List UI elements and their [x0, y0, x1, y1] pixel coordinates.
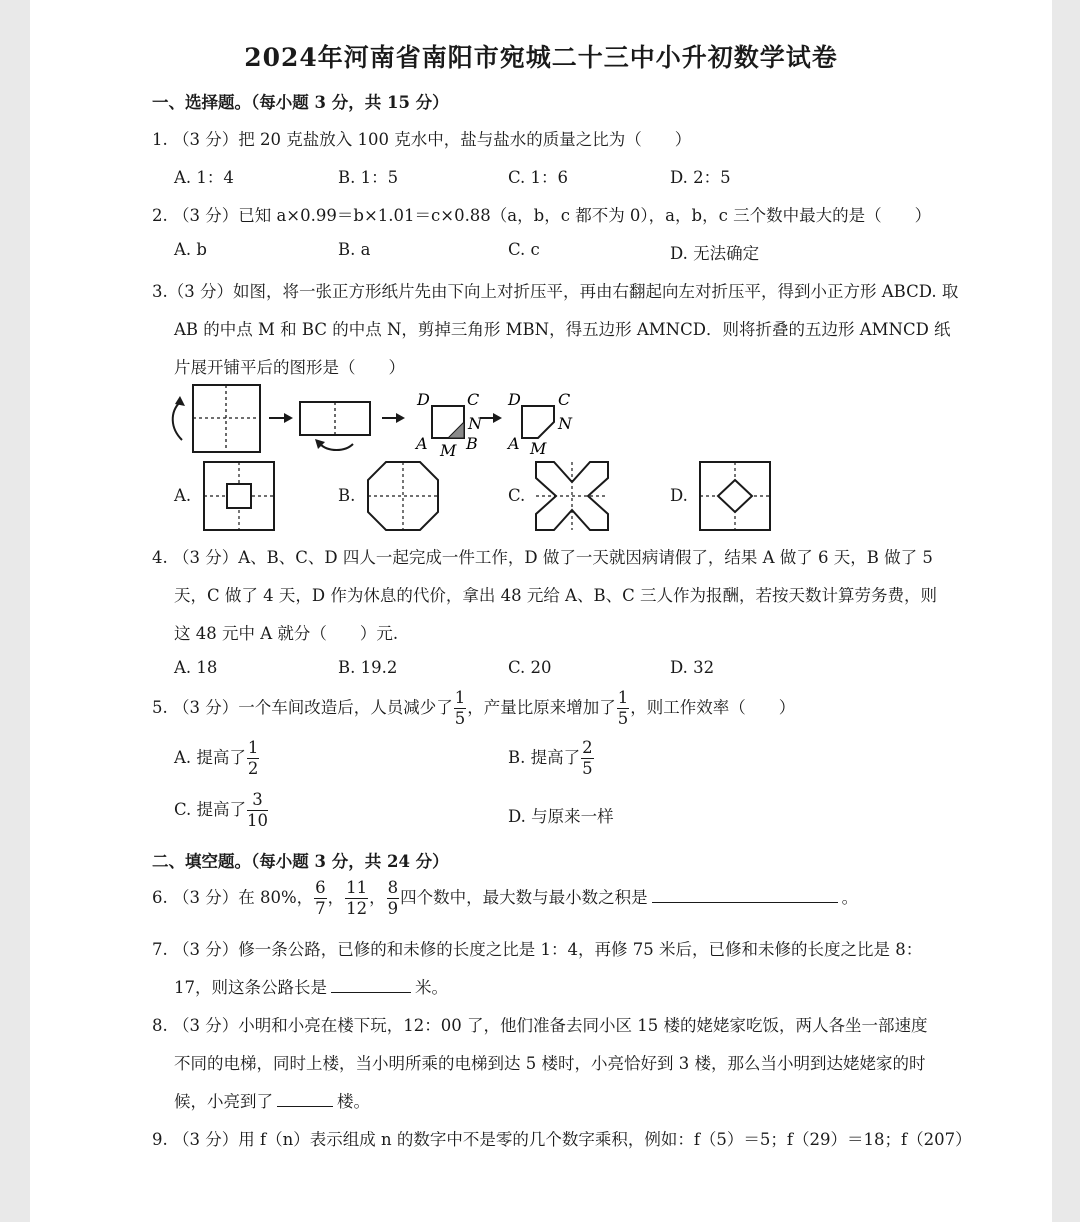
- fraction: [617, 690, 630, 727]
- q2-option-a: A. b: [174, 240, 207, 259]
- denominator: 5: [617, 708, 629, 728]
- q2-option-c: C. c: [508, 240, 540, 259]
- question-5: [152, 690, 795, 727]
- question-3-line-1: 3.（3 分）如图，将一张正方形纸片先由下向上对折压平，再由右翻起向左对折压平，得到小正方形 ABCD. 取: [152, 282, 959, 301]
- denominator: 9: [387, 898, 399, 918]
- q2-option-b: B. a: [338, 240, 371, 259]
- q1-option-b: B. 1：5: [338, 168, 399, 187]
- fold-up-arrow-icon: [173, 402, 182, 440]
- question-2: 2. （3 分）已知 a×0.99＝b×1.01＝c×0.88（a，b，c 都不为 0），a，b，c 三个数中最大的是（ ）: [152, 206, 932, 225]
- denominator: 5: [454, 708, 466, 728]
- numerator: 3: [247, 792, 268, 811]
- label-d-2: D: [508, 390, 521, 409]
- fraction: [247, 792, 268, 829]
- separator: ，: [369, 888, 386, 907]
- label-c: C: [467, 390, 480, 409]
- question-8-line-3: [174, 1088, 370, 1112]
- q4-option-d: D. 32: [670, 658, 715, 677]
- q1-option-a: A. 1：4: [174, 168, 234, 187]
- question-1: 1. （3 分）把 20 克盐放入 100 克水中，盐与盐水的质量之比为（ ）: [152, 130, 692, 149]
- q6-prefix: 6. （3 分）在 80%，: [152, 888, 314, 907]
- label-a-2: A: [508, 434, 520, 453]
- q5-option-d: D. 与原来一样: [508, 807, 614, 826]
- question-4-line-2: 天，C 做了 4 天，D 作为休息的代价，拿出 48 元给 A、B、C 三人作为报酬，若按天数计算劳务费，则: [174, 586, 937, 605]
- question-8-line-2: 不同的电梯，同时上楼，当小明所乘的电梯到达 5 楼时，小亮恰好到 3 楼，那么当小明到达姥姥家的时: [174, 1054, 926, 1073]
- answer-blank[interactable]: [331, 978, 411, 993]
- q6-end: 。: [841, 888, 859, 907]
- q3-option-c-figure: [534, 460, 610, 532]
- folding-diagram: [160, 378, 620, 460]
- q3-option-a-label: A.: [174, 486, 192, 505]
- question-9-line-1: 9. （3 分）用 f（n）表示组成 n 的数字中不是零的几个数字乘积，例如：f（5）＝5；f（29）＝18；f（207）: [152, 1130, 972, 1149]
- q4-option-c: C. 20: [508, 658, 552, 677]
- label-n-2: N: [558, 414, 572, 433]
- question-4-line-3: 这 48 元中 A 就分（ ）元.: [174, 624, 399, 643]
- q3-option-d-label: D.: [670, 486, 688, 505]
- question-7-line-2: [174, 974, 448, 998]
- q5-suffix: ，则工作效率（ ）: [630, 698, 796, 717]
- q6-suffix: 四个数中，最大数与最小数之积是: [400, 888, 648, 907]
- q8-prefix: 候，小亮到了: [174, 1092, 273, 1111]
- question-3-line-2: AB 的中点 M 和 BC 的中点 N，剪掉三角形 MBN，得五边形 AMNCD．则将折叠的五边形 AMNCD 纸: [174, 320, 951, 339]
- q2-option-d: D. 无法确定: [670, 244, 760, 263]
- option-label: C. 提高了: [174, 800, 247, 819]
- section-heading-fill: 二、填空题。（每小题 3 分，共 24 分）: [152, 852, 449, 871]
- q3-option-b-figure: [366, 460, 440, 532]
- q5-option-a: [174, 740, 260, 777]
- fold-left-arrow-icon: [320, 444, 353, 450]
- q4-option-a: A. 18: [174, 658, 218, 677]
- label-m-2: M: [530, 439, 547, 458]
- question-8-line-1: 8. （3 分）小明和小亮在楼下玩，12：00 了，他们准备去同小区 15 楼的姥姥家吃饭，两人各坐一部速度: [152, 1016, 928, 1035]
- denominator: 5: [582, 758, 593, 778]
- label-d: D: [417, 390, 430, 409]
- question-7-line-1: 7. （3 分）修一条公路，已修的和未修的长度之比是 1：4，再修 75 米后，已修和未修的长度之比是 8：: [152, 940, 923, 959]
- fraction: [387, 880, 400, 917]
- q3-option-d-figure: [698, 460, 772, 532]
- numerator: 11: [346, 878, 368, 897]
- fraction: [314, 880, 327, 917]
- q5-option-b: [508, 740, 595, 777]
- q3-option-a-figure: [202, 460, 276, 532]
- label-a: A: [416, 434, 428, 453]
- option-label: A. 提高了: [174, 748, 246, 767]
- numerator: 6: [315, 878, 326, 897]
- q7-prefix: 17，则这条公路长是: [174, 978, 327, 997]
- question-6: [152, 880, 858, 917]
- option-label: B. 提高了: [508, 748, 581, 767]
- numerator: 1: [617, 688, 629, 707]
- q4-option-b: B. 19.2: [338, 658, 398, 677]
- q5-option-c: [174, 792, 269, 829]
- question-3-line-3: 片展开铺平后的图形是（ ）: [174, 358, 405, 377]
- q3-option-b-label: B.: [338, 486, 356, 505]
- folded-rectangle: [300, 402, 370, 435]
- label-n: N: [468, 414, 482, 433]
- fraction: [454, 690, 467, 727]
- fraction: [247, 740, 260, 777]
- denominator: 7: [315, 898, 326, 918]
- label-b: B: [466, 434, 478, 453]
- question-4-line-1: 4. （3 分）A、B、C、D 四人一起完成一件工作，D 做了一天就因病请假了，结果 A 做了 6 天，B 做了 5: [152, 548, 933, 567]
- separator: ，: [327, 888, 345, 907]
- answer-blank[interactable]: [277, 1092, 333, 1107]
- q8-suffix: 楼。: [337, 1092, 370, 1111]
- fraction: [345, 880, 368, 917]
- fraction: [581, 740, 594, 777]
- numerator: 8: [387, 878, 399, 897]
- denominator: 2: [247, 758, 259, 778]
- numerator: 1: [247, 738, 259, 757]
- pentagon-amncd: [522, 406, 554, 438]
- page-title: 2024年河南省南阳市宛城二十三中小升初数学试卷: [244, 43, 838, 72]
- q3-option-c-label: C.: [508, 486, 526, 505]
- label-m: M: [440, 441, 457, 460]
- numerator: 2: [582, 738, 593, 757]
- denominator: 12: [346, 898, 368, 918]
- denominator: 10: [247, 810, 269, 830]
- exam-page: [30, 0, 1052, 1222]
- label-c-2: C: [558, 390, 571, 409]
- section-heading-choice: 一、选择题。（每小题 3 分，共 15 分）: [152, 93, 449, 112]
- q7-suffix: 米。: [415, 978, 448, 997]
- numerator: 1: [454, 688, 466, 707]
- q5-mid: ，产量比原来增加了: [467, 698, 616, 717]
- q5-prefix: 5. （3 分）一个车间改造后，人员减少了: [152, 698, 453, 717]
- q1-option-d: D. 2：5: [670, 168, 731, 187]
- q1-option-c: C. 1：6: [508, 168, 569, 187]
- answer-blank[interactable]: [652, 888, 838, 903]
